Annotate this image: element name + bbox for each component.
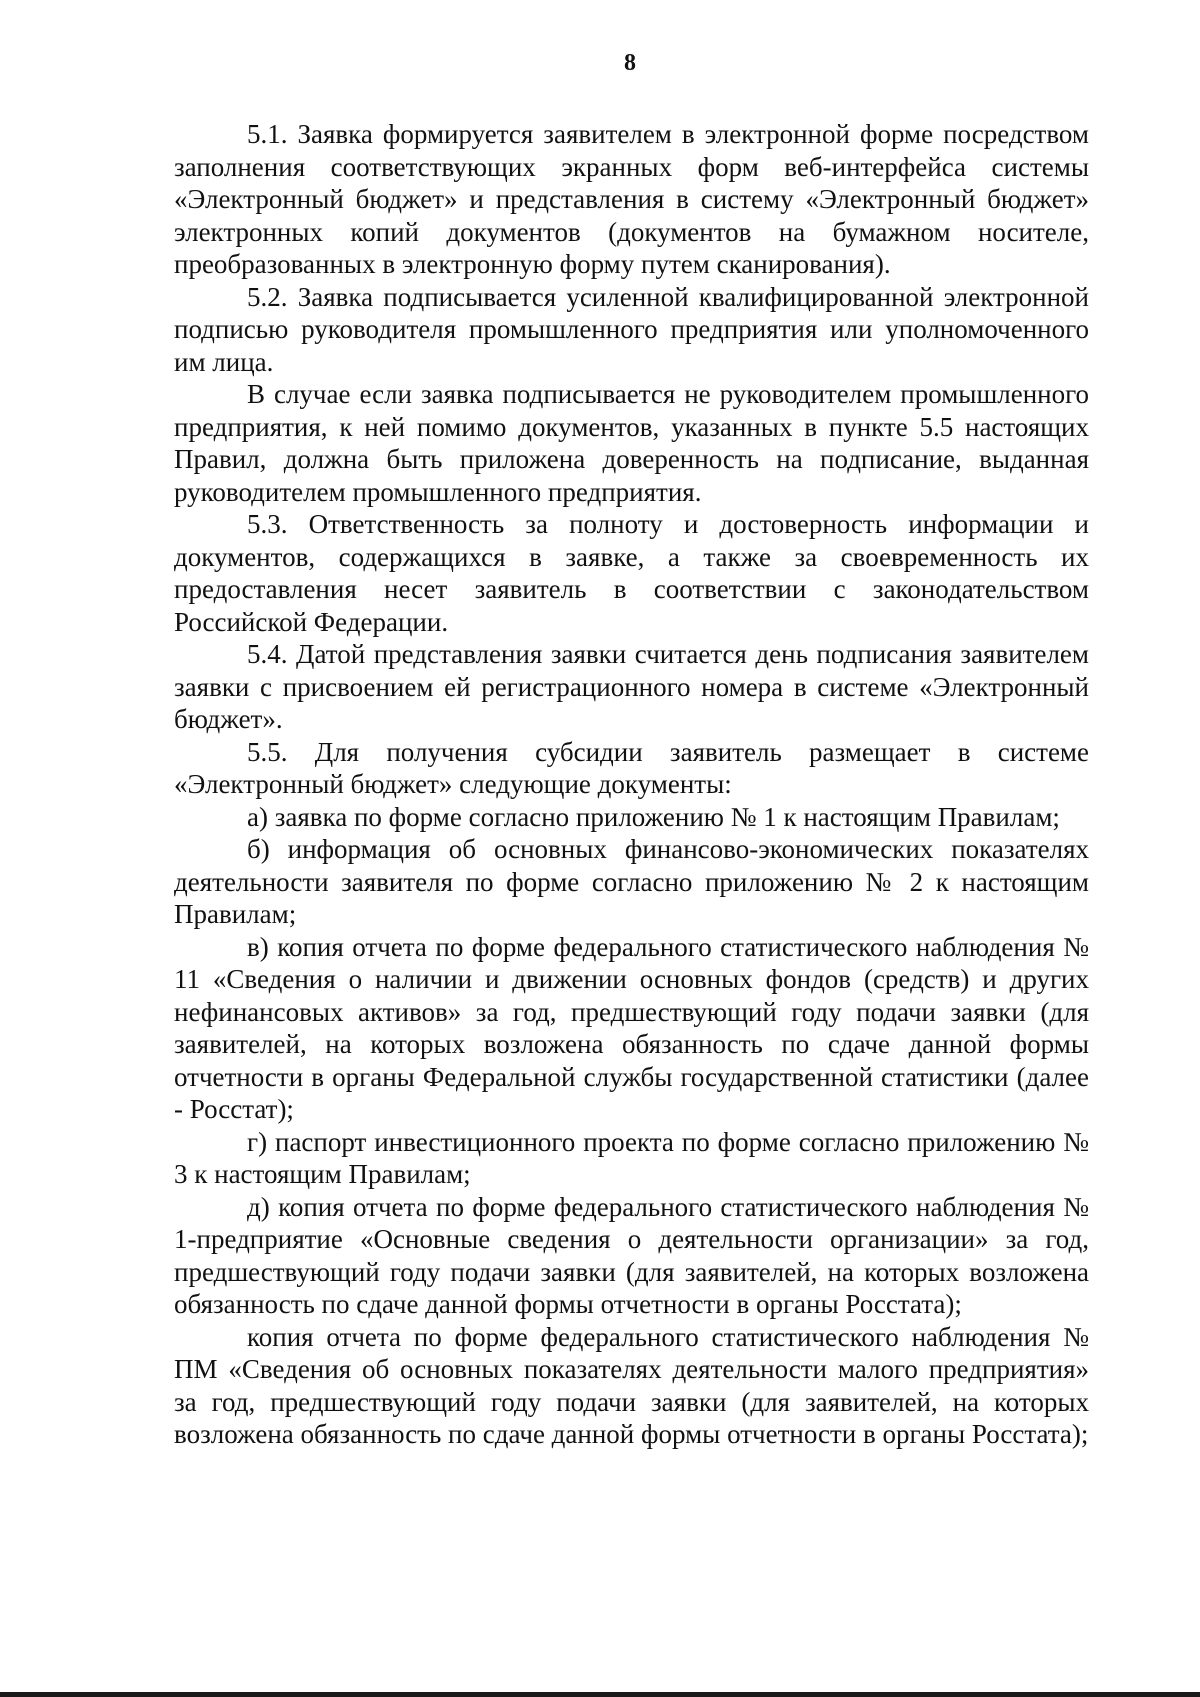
document-body (174, 118, 1089, 1451)
list-item-g: г) паспорт инвестиционного проекта по форме согласно приложению № 3 к настоящим Правилам; (174, 1126, 1089, 1189)
paragraph-5-3: 5.3. Ответственность за полноту и достоверность информации и документов, содержащихся в заявке, а также за своевременность их предоставления несет заявитель в соответствии с законодательством Российской Федерации. (174, 509, 1089, 637)
paragraph-5-5: 5.5. Для получения субсидии заявитель размещает в системе «Электронный бюджет» следующие документы: (174, 736, 1089, 799)
list-item-d-continued: копия отчета по форме федерального статистического наблюдения № ПМ «Сведения об основных показателях деятельности малого предприятия» за год, предшествующий году подачи заявки (для заявителей, на которых возложена обязанность по сдаче данной формы отчетности в органы Росстата); (174, 1321, 1089, 1449)
paragraph-5-4: 5.4. Датой представления заявки считается день подписания заявителем заявки с присвоением ей регистрационного номера в системе «Электронный бюджет». (174, 639, 1089, 734)
list-item-d: д) копия отчета по форме федерального статистического наблюдения № 1-предприятие «Основные сведения о деятельности организации» за год, предшествующий году подачи заявки (для заявителей, на которых возложена обязанность по сдаче данной формы отчетности в органы Росстата); (174, 1191, 1089, 1319)
page-number: 8 (624, 50, 636, 76)
paragraph-power-of-attorney: В случае если заявка подписывается не руководителем промышленного предприятия, к ней помимо документов, указанных в пункте 5.5 настоящих Правил, должна быть приложена доверенность на подписание, выданная руководителем промышленного предприятия. (174, 379, 1089, 507)
list-item-v: в) копия отчета по форме федерального статистического наблюдения № 11 «Сведения о наличии и движении основных фондов (средств) и других нефинансовых активов» за год, предшествующий году подачи заявки (для заявителей, на которых возложена обязанность по сдаче данной формы отчетности в органы Федеральной службы государственной статистики (далее - Росстат); (174, 931, 1089, 1124)
paragraph-5-2: 5.2. Заявка подписывается усиленной квалифицированной электронной подписью руководителя промышленного предприятия или уполномоченного им лица. (174, 281, 1089, 377)
list-item-b: б) информация об основных финансово-экономических показателях деятельности заявителя по форме согласно приложению № 2 к настоящим Правилам; (174, 834, 1089, 929)
paragraph-5-1: 5.1. Заявка формируется заявителем в электронной форме посредством заполнения соответствующих экранных форм веб-интерфейса системы «Электронный бюджет» и представления в систему «Электронный бюджет» электронных копий документов (документов на бумажном носителе, преобразованных в электронную форму путем сканирования). (174, 119, 1089, 279)
list-item-a: а) заявка по форме согласно приложению № 1 к настоящим Правилам; (247, 801, 1060, 832)
scan-bottom-edge (0, 1692, 1200, 1697)
